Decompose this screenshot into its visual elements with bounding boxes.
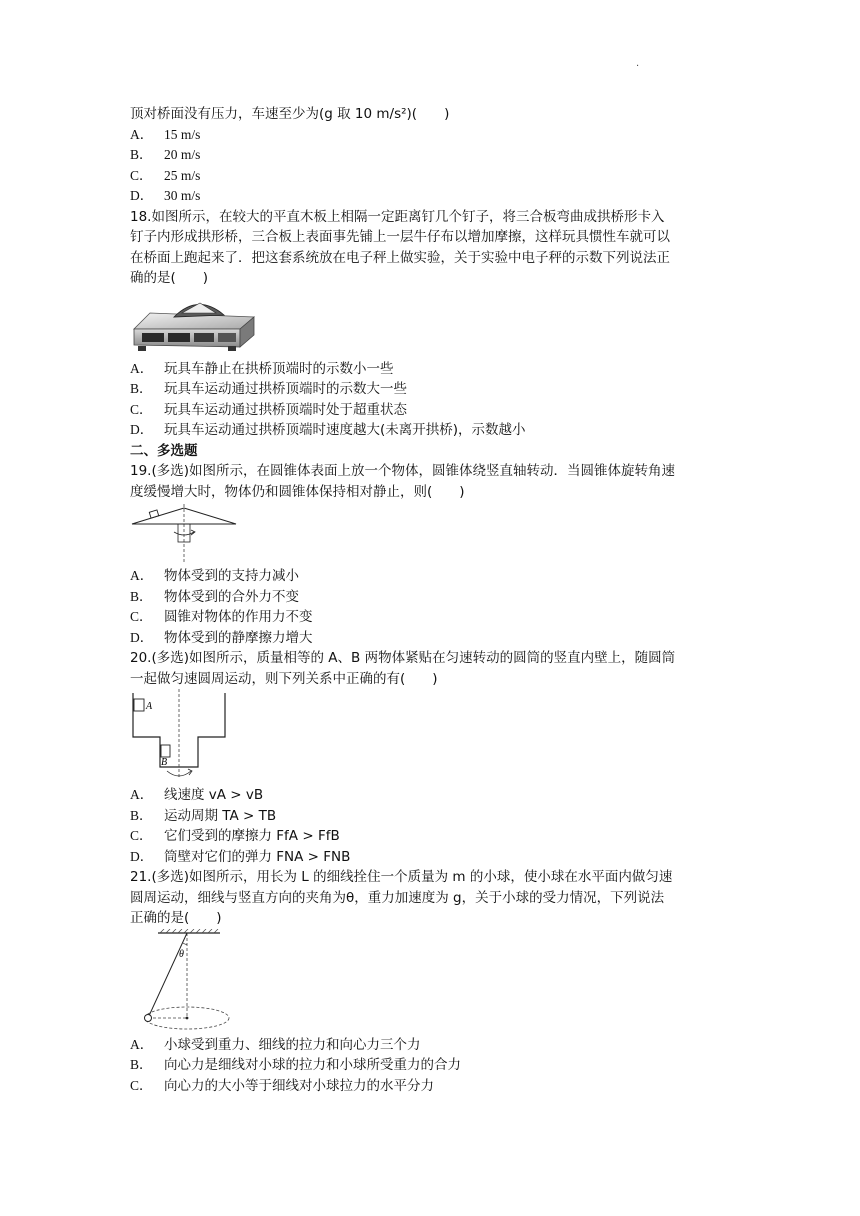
q21-option-a[interactable]: A． 小球受到重力、细线的拉力和向心力三个力 xyxy=(130,1036,421,1053)
q17-stem-line: 顶对桥面没有压力，车速至少为(g 取 10 m/s²)( ) xyxy=(130,106,450,122)
scale-foot-right xyxy=(228,346,236,351)
q20-option-b[interactable]: B． 运动周期 TA > TB xyxy=(130,807,277,824)
q19-option-a[interactable]: A． 物体受到的支持力减小 xyxy=(130,568,299,584)
q20-stem-line-1: 20.(多选)如图所示，质量相等的 A、B 两物体紧贴在匀速转动的圆筒的竖直内壁上，随圆筒 xyxy=(130,650,676,666)
q19-option-c[interactable]: C． 圆锥对物体的作用力不变 xyxy=(130,609,313,625)
q21-conical-pendulum-figure xyxy=(130,929,240,1035)
q17-option-b[interactable]: B． 20 m/s xyxy=(130,147,201,162)
ball xyxy=(145,1014,152,1021)
scale-display-3 xyxy=(194,333,214,342)
q20-rotating-cylinder-figure xyxy=(130,689,230,785)
q19-option-d[interactable]: D． 物体受到的静摩擦力增大 xyxy=(130,629,313,646)
q17-option-d[interactable]: D． 30 m/s xyxy=(130,188,201,203)
q20-option-a[interactable]: A． 线速度 vA > vB xyxy=(130,787,264,803)
q21-stem-line-2: 圆周运动，细线与竖直方向的夹角为θ，重力加速度为 g，关于小球的受力情况，下列说法 xyxy=(130,889,665,906)
scale-display-1 xyxy=(142,333,164,342)
scale-display-2 xyxy=(168,333,190,342)
q21-option-b[interactable]: B． 向心力是细线对小球的拉力和小球所受重力的合力 xyxy=(130,1057,461,1073)
q18-option-b[interactable]: B． 玩具车运动通过拱桥顶端时的示数大一些 xyxy=(130,381,407,397)
q19-stem-line-2: 度缓慢增大时，物体仍和圆锥体保持相对静止，则( ) xyxy=(130,483,465,500)
scale-keypad xyxy=(218,333,236,342)
q19-option-b[interactable]: B． 物体受到的合外力不变 xyxy=(130,588,299,605)
center-point xyxy=(186,1016,189,1019)
string xyxy=(148,933,187,1018)
q17-option-c[interactable]: C． 25 m/s xyxy=(130,167,201,183)
block-object xyxy=(149,510,158,518)
header-mark: . xyxy=(636,58,640,69)
label-a: A xyxy=(146,701,153,712)
q21-stem-line-3: 正确的是( ) xyxy=(130,910,222,926)
angle-arc xyxy=(183,943,187,944)
q18-stem-line-3: 在桥面上跑起来了．把这套系统放在电子秤上做实验，关于实验中电子秤的示数下列说法正 xyxy=(130,249,670,266)
angle-theta-label: θ xyxy=(179,948,184,960)
q18-option-d[interactable]: D． 玩具车运动通过拱桥顶端时速度越大(未离开拱桥)，示数越小 xyxy=(130,422,526,438)
scale-foot-left xyxy=(138,346,146,351)
label-b: B xyxy=(161,757,168,768)
q20-stem-line-2: 一起做匀速圆周运动，则下列关系中正确的有( ) xyxy=(130,670,438,687)
q18-stem-line-4: 确的是( ) xyxy=(130,270,209,286)
document-page xyxy=(130,104,730,1096)
q21-stem-line-1: 21.(多选)如图所示，用长为 L 的细线拴住一个质量为 m 的小球，使小球在水平面内做匀速 xyxy=(130,869,673,885)
q18-option-c[interactable]: C． 玩具车运动通过拱桥顶端时处于超重状态 xyxy=(130,401,407,418)
q20-option-c[interactable]: C． 它们受到的摩擦力 FfA > FfB xyxy=(130,828,340,844)
q18-stem-line-1: 18.如图所示，在较大的平直木板上相隔一定距离钉几个钉子，将三合板弯曲成拱桥形卡入 xyxy=(130,208,665,225)
q21-option-c[interactable]: C． 向心力的大小等于细线对小球拉力的水平分力 xyxy=(130,1077,434,1094)
q18-stem-line-2: 钉子内形成拱形桥，三合板上表面事先铺上一层牛仔布以增加摩擦，这样玩具惯性车就可以 xyxy=(130,229,670,245)
q19-rotating-cone-figure xyxy=(130,502,240,566)
q17-option-a[interactable]: A． 15 m/s xyxy=(130,126,201,142)
block-a xyxy=(134,699,144,711)
q19-stem-line-1: 19.(多选)如图所示，在圆锥体表面上放一个物体，圆锥体绕竖直轴转动．当圆锥体旋转角速 xyxy=(130,463,676,479)
q18-electronic-scale-figure xyxy=(130,289,260,359)
q18-option-a[interactable]: A． 玩具车静止在拱桥顶端时的示数小一些 xyxy=(130,360,394,377)
block-b xyxy=(161,745,170,757)
section-heading: 二、多选题 xyxy=(130,442,198,459)
q20-option-d[interactable]: D． 筒壁对它们的弹力 FNA > FNB xyxy=(130,848,351,865)
